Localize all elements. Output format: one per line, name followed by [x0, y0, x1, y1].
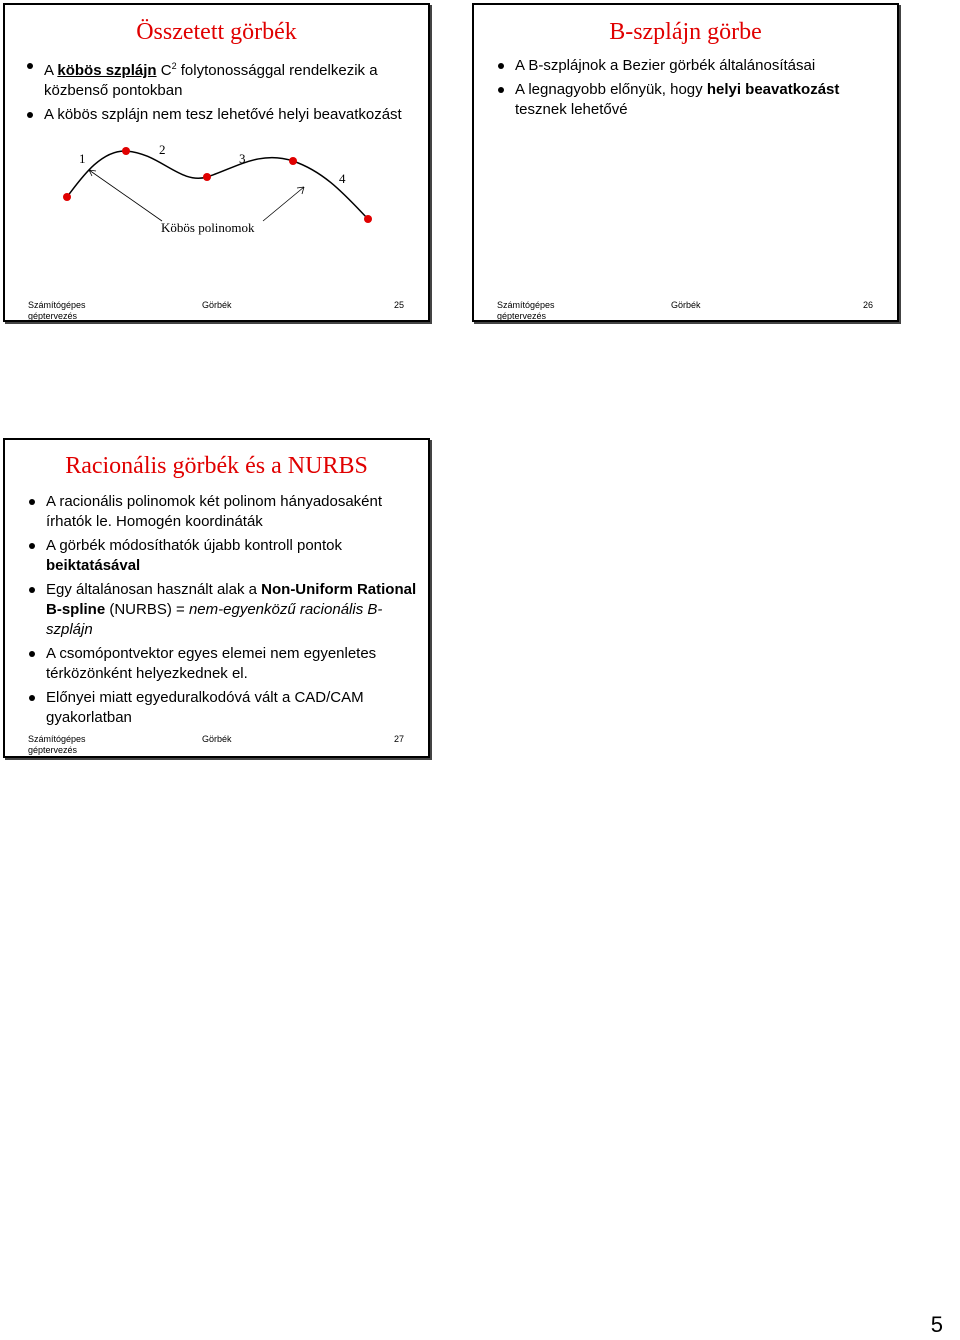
bullet-item [29, 580, 419, 640]
bullet-item [29, 644, 419, 684]
bold-term: helyi beavatkozást [706, 81, 840, 98]
bullet-text: Egy általánosan használt alak a [46, 581, 262, 598]
footer-course: Számítógépes géptervezés [28, 734, 86, 755]
slide-title: B-szplájn görbe [609, 19, 762, 45]
bullet-text: tesznek lehetővé [515, 101, 628, 118]
italic-term: nem-egyenközű racionális B-szplájn [46, 601, 383, 638]
bullet-item [29, 536, 419, 576]
highlight-term: köbös szplájn [57, 62, 157, 79]
footer-topic: Görbék [202, 734, 232, 744]
spline-diagram [0, 0, 960, 340]
control-point [289, 157, 297, 165]
bold-term: beiktatásával [46, 557, 141, 574]
bullet-item [29, 688, 419, 728]
bullet-text: A [44, 62, 58, 79]
bullet-text: A racionális polinomok két polinom hányadosaként írhatók le. Homogén koordináták [46, 493, 383, 530]
arrow-line-right [263, 187, 304, 221]
control-point [122, 147, 130, 155]
bullet-text: A B-szplájnok a Bezier görbék általánosításai [515, 57, 816, 74]
arrow-line-left [89, 170, 162, 221]
bullet-dot-icon [29, 695, 35, 701]
footer-slide-number: 25 [393, 300, 404, 310]
bullet-dot-icon [29, 651, 35, 657]
bullet-dot-icon [29, 499, 35, 505]
slide-27 [3, 438, 430, 758]
bullet-text: A legnagyobb előnyük, hogy [515, 81, 707, 98]
bullet-text: Előnyei miatt egyeduralkodóvá vált a CAD/CAM gyakorlatban [46, 689, 364, 726]
segment-label: 3 [239, 151, 246, 166]
continuity-superscript: 2 [171, 61, 177, 71]
footer-topic: Görbék [202, 300, 232, 310]
control-point [63, 193, 71, 201]
slide-title: Összetett görbék [136, 19, 297, 45]
bullet-list [29, 492, 419, 732]
bullet-text: folytonossággal rendelkezik a közbenső pontokban [44, 62, 378, 99]
spline-curve [67, 151, 368, 219]
bullet-text: A görbék módosíthatók újabb kontroll pontok [46, 537, 343, 554]
bullet-item [29, 492, 419, 532]
bullet-text: A köbös szplájn nem tesz lehetővé helyi beavatkozást [44, 106, 402, 123]
bold-term: Non-Uniform Rational B-spline [46, 581, 417, 618]
segment-labels [79, 142, 346, 186]
control-points [63, 147, 372, 223]
segment-label: 2 [159, 142, 166, 157]
footer-course: Számítógépes géptervezés [28, 300, 86, 321]
control-point [364, 215, 372, 223]
footer-slide-number: 26 [862, 300, 873, 310]
bullet-dot-icon [29, 543, 35, 549]
continuity-symbol: C [160, 62, 172, 79]
segment-label: 1 [79, 151, 86, 166]
bullet-text: (NURBS) = [105, 601, 189, 618]
bullet-text: A csomópontvektor egyes elemei nem egyenletes térközönként helyezkednek el. [46, 645, 377, 682]
bullet-dot-icon [29, 587, 35, 593]
page-number: 5 [930, 1312, 943, 1337]
segment-label: 4 [339, 171, 346, 186]
diagram-caption: Köbös polinomok [161, 220, 255, 235]
control-point [203, 173, 211, 181]
slide-title: Racionális görbék és a NURBS [65, 453, 368, 479]
footer-topic: Görbék [671, 300, 701, 310]
footer-course: Számítógépes géptervezés [497, 300, 555, 321]
footer-slide-number: 27 [393, 734, 404, 744]
